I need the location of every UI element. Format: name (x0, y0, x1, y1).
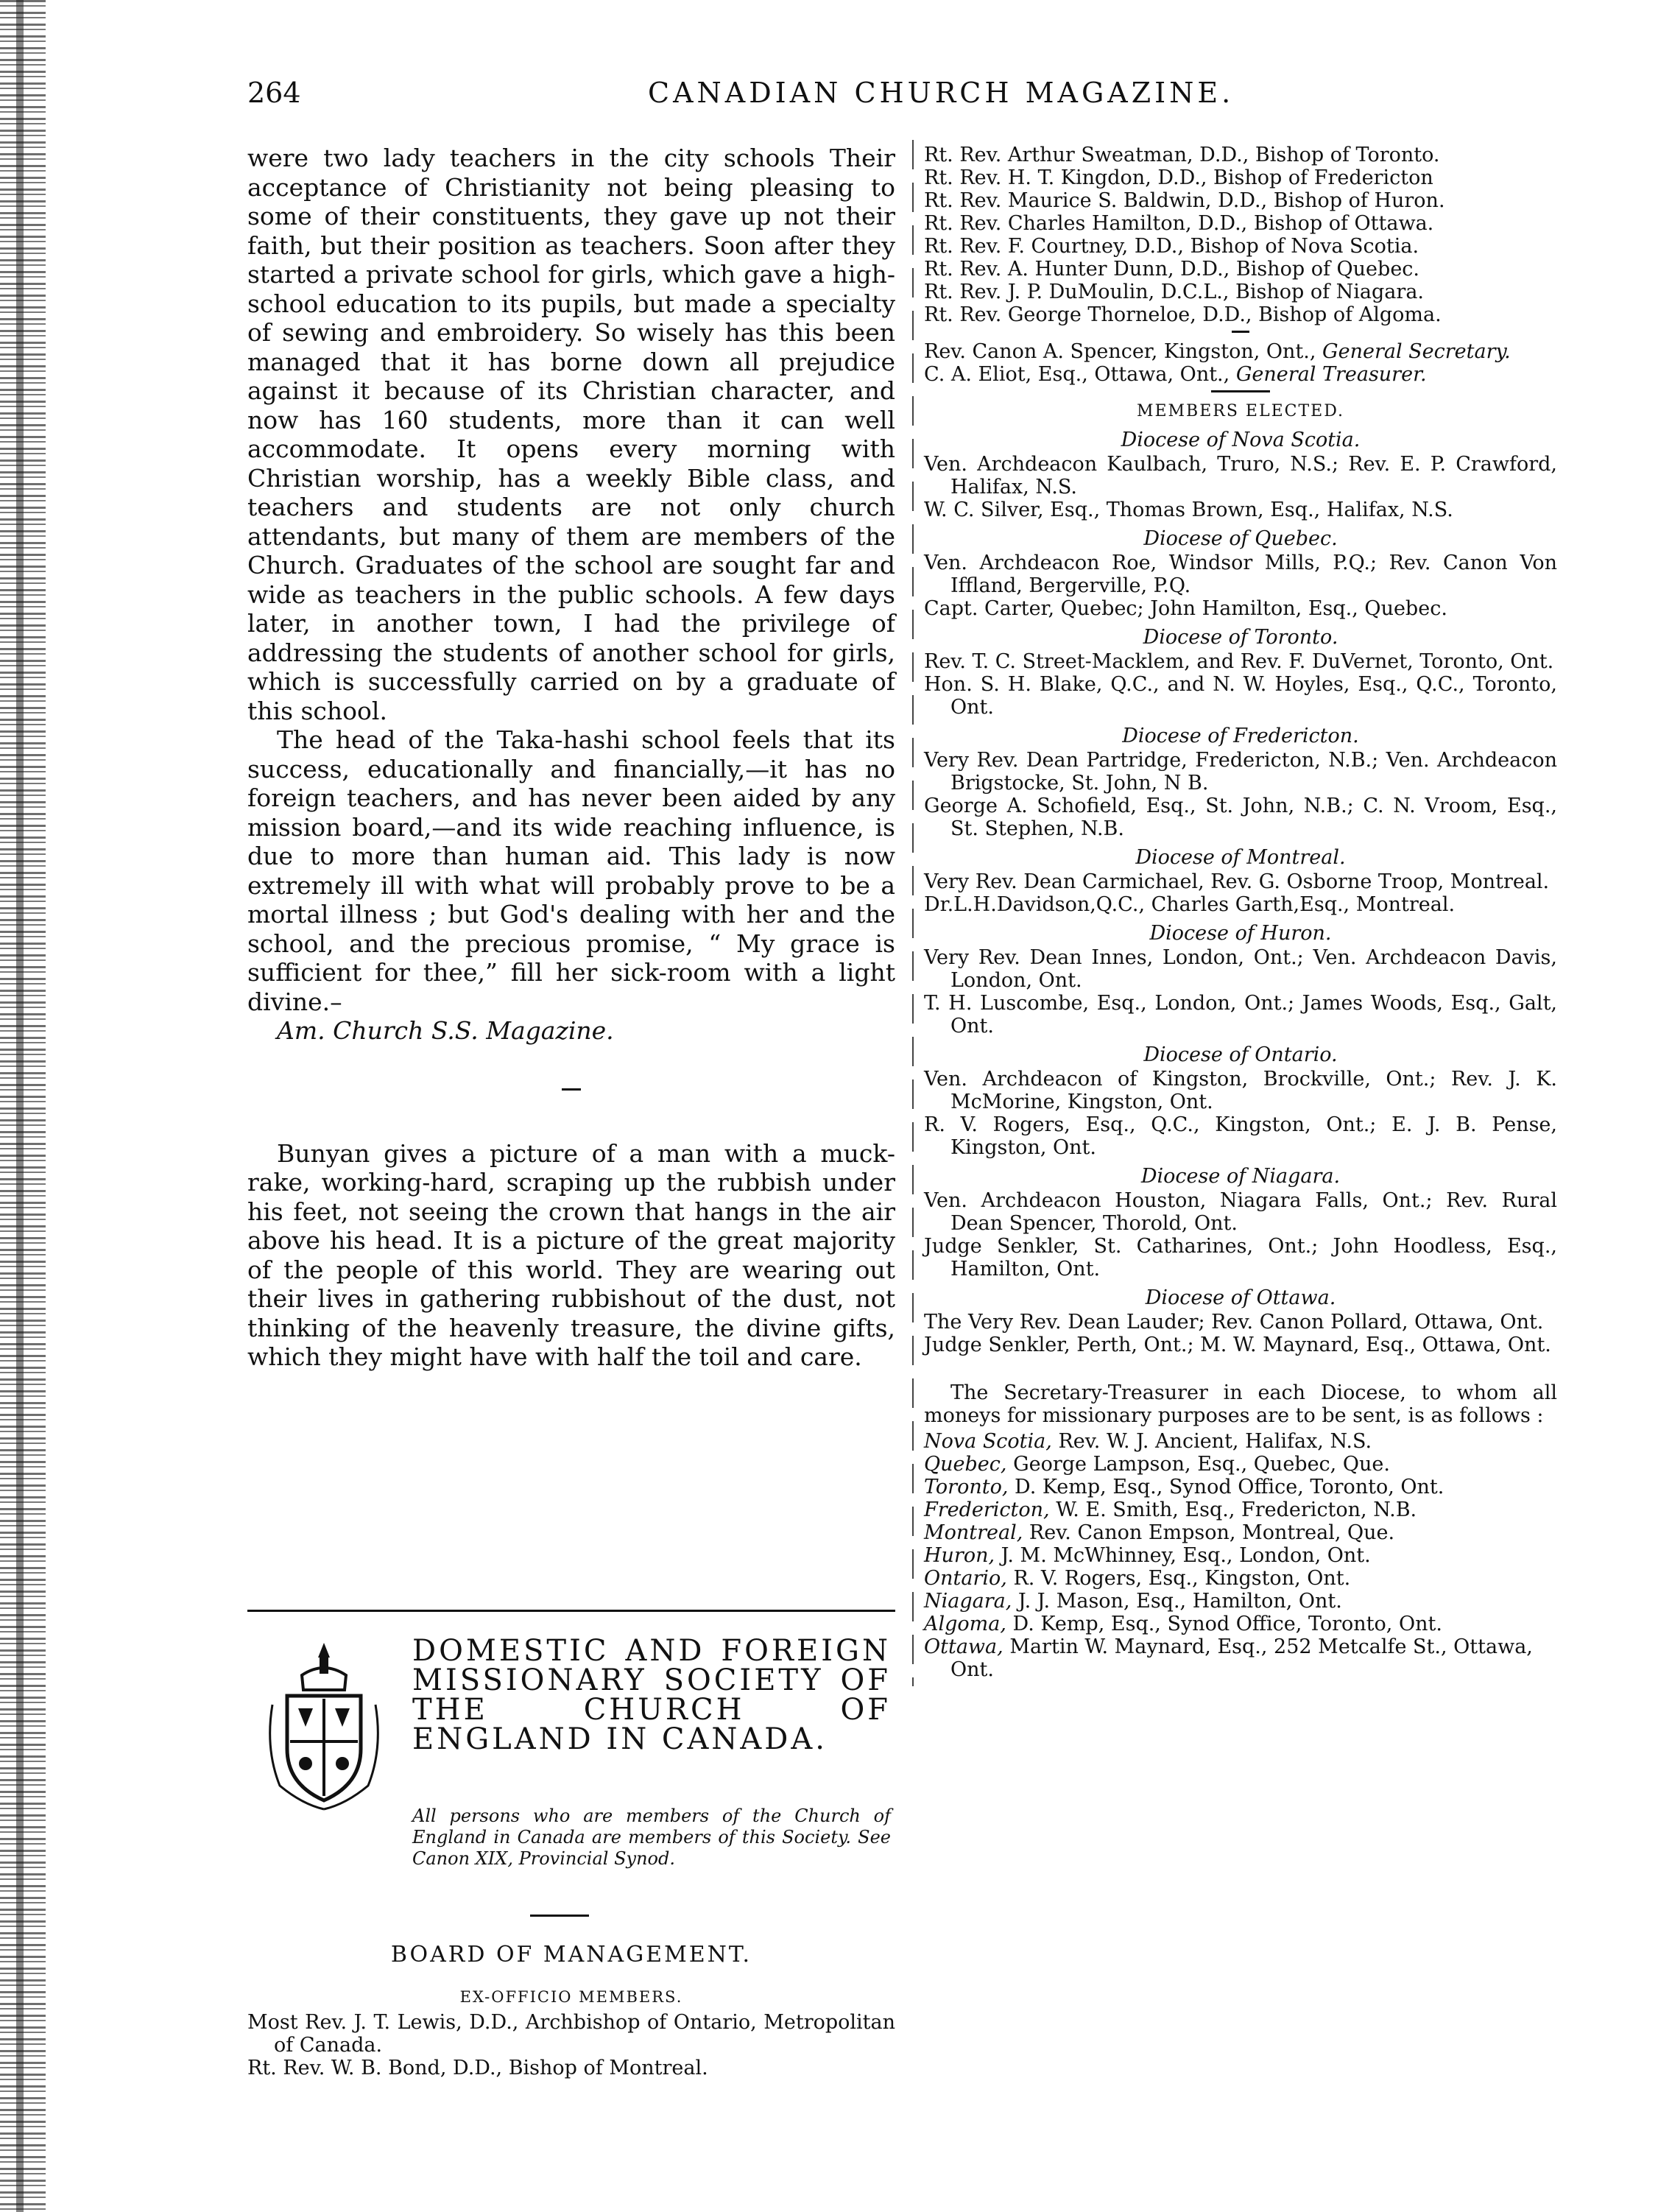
treasurer-diocese: Fredericton, (924, 1498, 1050, 1521)
separator (1232, 331, 1249, 333)
list-item: Rt. Rev. Charles Hamilton, D.D., Bishop of Ottawa. (924, 212, 1434, 235)
treasurer-title: General Treasurer. (1235, 363, 1427, 386)
treasurers-intro: The Secretary-Treasurer in each Diocese, to whom all moneys for missionary purposes are to be sent, is as follows : (924, 1381, 1557, 1427)
church-crest-icon (258, 1638, 390, 1811)
members-elected-heading: MEMBERS ELECTED. (1136, 402, 1345, 420)
treasurer-person: George Lampson, Esq., Quebec, Que. (1006, 1453, 1390, 1476)
list-item: Very Rev. Dean Partridge, Fredericton, N.B.; Ven. Archdeacon Brigstocke, St. John, N B. (924, 749, 1557, 795)
treasurer-item (924, 1613, 1557, 1635)
treasurer-diocese: Huron, (924, 1544, 995, 1567)
list-item: T. H. Luscombe, Esq., London, Ont.; James Woods, Esq., Galt, Ont. (924, 992, 1557, 1038)
treasurer-item (924, 1453, 1557, 1476)
diocese-heading: Diocese of Quebec. (1143, 527, 1338, 550)
bunyan-paragraph: Bunyan gives a picture of a man with a muck-rake, working-hard, scraping up the rubbish under his feet, not seeing the crown that hangs in the air above his head. It is a picture of the great majority of the people of this world. They are wearing out their lives in gathering rubbishout of the dust, not thinking of the heavenly treasure, the divine gifts, which they might have with half the toil and care. (247, 1138, 895, 1371)
ex-officio-list-left (247, 2011, 895, 2079)
society-rule (247, 1610, 895, 1612)
board-rule (530, 1915, 589, 1917)
treasurer-diocese: Ontario, (924, 1567, 1007, 1590)
treasurer-item (924, 1476, 1557, 1498)
treasurer-person: J. J. Mason, Esq., Hamilton, Ont. (1012, 1590, 1342, 1613)
treasurer-item (924, 1590, 1557, 1613)
secretary-name: Rev. Canon A. Spencer, Kingston, Ont., (924, 340, 1323, 363)
treasurer-item (924, 1430, 1557, 1453)
list-item: Rt. Rev. F. Courtney, D.D., Bishop of Nova Scotia. (924, 235, 1419, 258)
society-membership-note: All persons who are members of the Church of England in Canada are members of this Society. See Canon XIX, Provincial Synod. (412, 1806, 891, 1869)
list-item: Ven. Archdeacon of Kingston, Brockville, Ont.; Rev. J. K. McMorine, Kingston, Ont. (924, 1068, 1557, 1113)
article-paragraph-2: The head of the Taka-hashi school feels that its success, educationally and financially,—it has no foreign teachers, and has never been aided by any mission board,—and its wide reaching influence, is due to more than human aid. This lady is now extremely ill with what will probably prove to be a mortal illness ; but God's dealing with her and the school, and the precious promise, “ My grace is sufficient for thee,” fill her sick-room with a light divine.– (247, 725, 895, 1016)
list-item: Capt. Carter, Quebec; John Hamilton, Esq., Quebec. (924, 597, 1447, 620)
list-item: W. C. Silver, Esq., Thomas Brown, Esq., Halifax, N.S. (924, 499, 1453, 521)
treasurer-diocese: Niagara, (924, 1590, 1012, 1613)
diocese-heading: Diocese of Niagara. (1140, 1165, 1341, 1188)
list-item: Ven. Archdeacon Roe, Windsor Mills, P.Q.; Rev. Canon Von Iffland, Bergerville, P.Q. (924, 552, 1557, 597)
article-paragraph-1: were two lady teachers in the city schools Their acceptance of Christianity not being pleasing to some of their constituents, they gave up not their faith, but their position as teachers. Soon after they started a private school for girls, which gave a high-school education to its pupils, but made a specialty of sewing and embroidery. So wisely has this been managed that it has borne down all prejudice against it because of its Christian character, and now has 160 students, more than it can well accommodate. It opens every morning with Christian worship, has a weekly Bible class, and teachers and students are not only church attendants, but many of them are members of the Church. Graduates of the school are sought far and wide as teachers in the public schools. A few days later, in another town, I had the privilege of addressing the students of another school for girls, which is successfully carried on by a graduate of this school. (247, 144, 895, 725)
diocese-heading: Diocese of Huron. (1149, 922, 1332, 945)
list-item: Dr.L.H.Davidson,Q.C., Charles Garth,Esq., Montreal. (924, 893, 1456, 916)
ex-officio-heading: EX-OFFICIO MEMBERS. (459, 1988, 683, 2006)
list-item: Very Rev. Dean Carmichael, Rev. G. Osborne Troop, Montreal. (924, 870, 1550, 893)
treasurer-item (924, 1635, 1557, 1681)
list-item: George A. Schofield, Esq., St. John, N.B.; C. N. Vroom, Esq., St. Stephen, N.B. (924, 795, 1557, 840)
list-item: The Very Rev. Dean Lauder; Rev. Canon Pollard, Ottawa, Ont. (924, 1311, 1544, 1334)
list-item: Rt. Rev. J. P. DuMoulin, D.C.L., Bishop of Niagara. (924, 281, 1424, 303)
list-item: Judge Senkler, Perth, Ont.; M. W. Maynard, Esq., Ottawa, Ont. (924, 1334, 1551, 1356)
list-item: Ven. Archdeacon Houston, Niagara Falls, Ont.; Rev. Rural Dean Spencer, Thorold, Ont. (924, 1189, 1557, 1235)
treasurer-person: Martin W. Maynard, Esq., 252 Metcalfe St., Ottawa, Ont. (950, 1635, 1533, 1681)
general-treasurer (924, 363, 1557, 386)
treasurer-person: W. E. Smith, Esq., Fredericton, N.B. (1049, 1498, 1417, 1521)
column-divider (912, 140, 914, 1686)
treasurer-person: Rev. W. J. Ancient, Halifax, N.S. (1051, 1430, 1372, 1453)
diocese-heading: Diocese of Fredericton. (1122, 725, 1359, 747)
treasurer-item (924, 1521, 1557, 1544)
page-number: 264 (247, 77, 301, 109)
diocese-heading: Diocese of Montreal. (1135, 846, 1346, 869)
diocese-heading: Diocese of Ottawa. (1145, 1286, 1336, 1309)
list-item: Rt. Rev. W. B. Bond, D.D., Bishop of Montreal. (247, 2057, 708, 2079)
running-head: CANADIAN CHURCH MAGAZINE. (648, 77, 1235, 109)
treasurer-item (924, 1544, 1557, 1567)
list-item: Hon. S. H. Blake, Q.C., and N. W. Hoyles, Esq., Q.C., Toronto, Ont. (924, 673, 1557, 719)
list-item: Very Rev. Dean Innes, London, Ont.; Ven. Archdeacon Davis, London, Ont. (924, 946, 1557, 992)
treasurer-item (924, 1567, 1557, 1590)
list-item: Rt. Rev. Maurice S. Baldwin, D.D., Bishop of Huron. (924, 189, 1445, 212)
left-column (247, 144, 895, 1372)
treasurer-diocese: Montreal, (924, 1521, 1023, 1544)
treasurer-person: J. M. McWhinney, Esq., London, Ont. (995, 1544, 1371, 1567)
article-source: Am. Church S.S. Magazine. (277, 1016, 614, 1045)
list-item: Rt. Rev. A. Hunter Dunn, D.D., Bishop of Quebec. (924, 258, 1419, 281)
society-title: DOMESTIC AND FOREIGN MISSIONARY SOCIETY OF THE CHURCH OF ENGLAND IN CANADA. (412, 1634, 891, 1756)
treasurer-person: Rev. Canon Empson, Montreal, Que. (1023, 1521, 1395, 1544)
secretary-title: General Secretary. (1322, 340, 1511, 363)
diocese-heading: Diocese of Nova Scotia. (1121, 429, 1361, 451)
treasurer-person: D. Kemp, Esq., Synod Office, Toronto, Ont. (1006, 1613, 1442, 1635)
section-divider (562, 1088, 581, 1091)
treasurer-diocese: Ottawa, (924, 1635, 1003, 1658)
treasurer-diocese: Algoma, (924, 1613, 1006, 1635)
list-item: Rt. Rev. H. T. Kingdon, D.D., Bishop of Fredericton (924, 166, 1433, 189)
board-heading: BOARD OF MANAGEMENT. (390, 1942, 752, 1968)
diocese-heading: Diocese of Toronto. (1143, 626, 1338, 649)
treasurer-item (924, 1498, 1557, 1521)
treasurer-diocese: Nova Scotia, (924, 1430, 1052, 1453)
diocese-heading: Diocese of Ontario. (1143, 1043, 1338, 1066)
treasurer-diocese: Toronto, (924, 1476, 1009, 1498)
list-item: Rev. T. C. Street-Macklem, and Rev. F. DuVernet, Toronto, Ont. (924, 650, 1554, 673)
treasurer-name: C. A. Eliot, Esq., Ottawa, Ont., (924, 363, 1236, 386)
list-item: Judge Senkler, St. Catharines, Ont.; John Hoodless, Esq., Hamilton, Ont. (924, 1235, 1557, 1281)
list-item: Rt. Rev. George Thorneloe, D.D., Bishop of Algoma. (924, 303, 1442, 326)
list-item: Ven. Archdeacon Kaulbach, Truro, N.S.; Rev. E. P. Crawford, Halifax, N.S. (924, 453, 1557, 499)
treasurer-person: D. Kemp, Esq., Synod Office, Toronto, Ont. (1008, 1476, 1444, 1498)
list-item: Rt. Rev. Arthur Sweatman, D.D., Bishop of Toronto. (924, 144, 1440, 166)
list-item: Most Rev. J. T. Lewis, D.D., Archbishop of Ontario, Metropolitan of Canada. (247, 2011, 895, 2057)
list-item: R. V. Rogers, Esq., Q.C., Kingston, Ont.; E. J. B. Pense, Kingston, Ont. (924, 1113, 1557, 1159)
scan-edge-line (16, 0, 24, 2212)
general-secretary (924, 340, 1557, 363)
right-column (924, 144, 1557, 1681)
treasurer-person: R. V. Rogers, Esq., Kingston, Ont. (1006, 1567, 1351, 1590)
treasurer-diocese: Quebec, (924, 1453, 1007, 1476)
separator (1211, 390, 1270, 392)
